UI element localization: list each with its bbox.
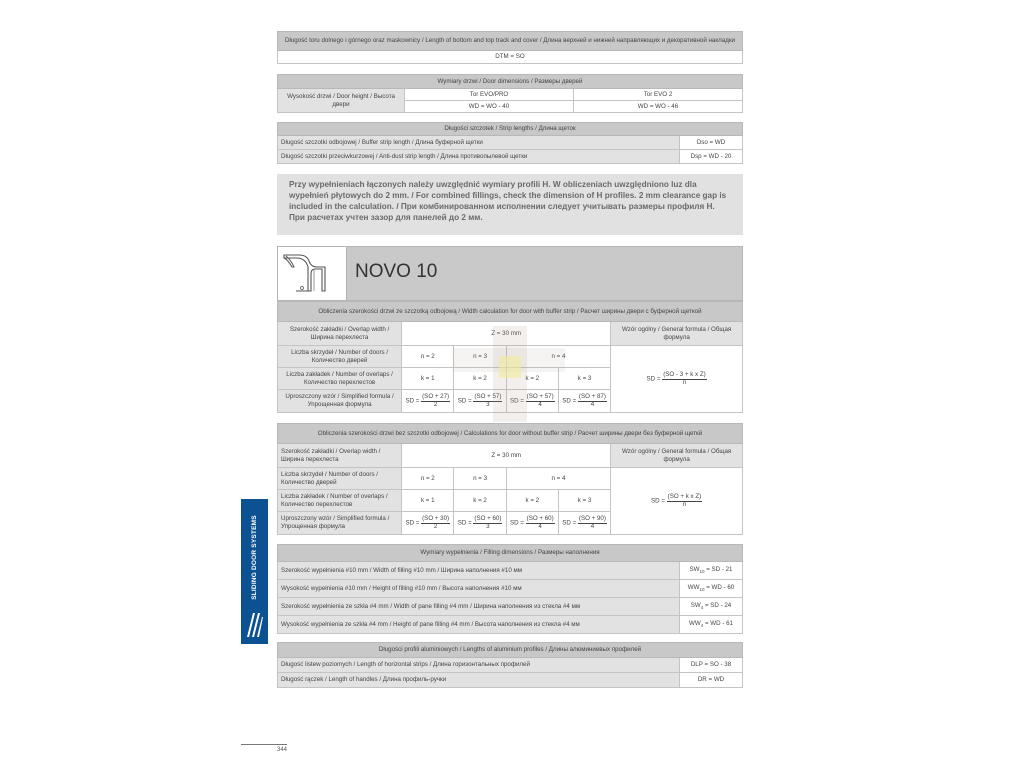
calc2-den-1: 2: [433, 522, 438, 530]
track-length-header: Długość toru dolnego i górnego oraz maskownicy / Length of bottom and top track and cover / Длина верхней и нижней направляющих и декоративной накладки: [278, 32, 743, 51]
calc1-simplified-1: [402, 390, 454, 413]
door-dimensions-table: [277, 74, 743, 113]
calc2-simplified-1: [402, 512, 454, 535]
calc2-doors-label: Liczba skrzydeł / Number of doors / Количество дверей: [278, 468, 402, 490]
filling-row-value: [680, 616, 743, 634]
profiles-row-label: Długość rączek / Length of handles / Длина профиль-ручки: [278, 673, 680, 688]
calc1-num-4: (SO + 87): [578, 393, 606, 400]
calc2-num-1: (SO + 30): [422, 515, 450, 522]
filling-sub: 4: [700, 623, 704, 629]
calc1-simplified-2: [454, 390, 506, 413]
filling-expr: = WD - 61: [703, 620, 733, 628]
calc1-general-sd: SD =: [646, 375, 661, 383]
calc2-overlaps-k1: k = 1: [402, 490, 454, 512]
calc2-general-formula: [611, 468, 743, 535]
calc1-den-4: 4: [590, 400, 595, 408]
calc2-simplified-3: [506, 512, 558, 535]
filling-var: WW: [689, 620, 701, 628]
filling-var: SW: [690, 602, 701, 610]
filling-row-value: [680, 580, 743, 598]
calc2-sd-3: SD =: [509, 519, 524, 527]
door-height-label: Wysokość drzwi / Door height / Высота двери: [278, 89, 405, 113]
side-tab-label: SLIDING DOOR SYSTEMS: [251, 515, 258, 600]
filling-sub: 10: [699, 587, 705, 593]
calc1-overlaps-k1: k = 1: [402, 368, 454, 390]
product-header: [277, 246, 743, 301]
calc2-den-4: 4: [590, 522, 595, 530]
calc2-overlaps-label: Liczba zakładek / Number of overlaps / Количество перехлестов: [278, 490, 402, 512]
calc1-overlap-value: Z = 30 mm: [402, 322, 611, 346]
calc1-simplified-3: [506, 390, 558, 413]
door-height-evo-pro-value: WD = WO - 40: [405, 101, 574, 113]
calc1-sd-4: SD =: [562, 397, 577, 405]
calc2-den-3: 4: [538, 522, 542, 530]
calc1-sd-1: SD =: [405, 397, 420, 405]
profiles-row-label: Długość listew poziomych / Length of horizontal strips / Длина горизонтальных профилей: [278, 658, 680, 673]
track-length-value: DTM = SO: [278, 51, 743, 64]
page-number: 344: [277, 747, 288, 753]
calc1-doors-n3: n = 3: [454, 346, 506, 368]
calc2-overlap-label: Szerokość zakładki / Overlap width / Ширина перехлеста: [278, 444, 402, 468]
calc2-overlaps-k2a: k = 2: [454, 490, 506, 512]
calc2-num-2: (SO + 60): [474, 515, 502, 522]
filling-expr: = SD - 24: [703, 602, 732, 610]
calc1-doors-label: Liczba skrzydeł / Number of doors / Количество дверей: [278, 346, 402, 368]
filling-row-value: [680, 598, 743, 616]
filling-sub: 4: [700, 605, 704, 611]
profiles-header: Długości profili aluminiowych / Lengths of aluminium profiles / Длины алюминиевых профилей: [278, 643, 743, 658]
calc2-doors-n4: n = 4: [506, 468, 611, 490]
calc2-sd-1: SD =: [405, 519, 420, 527]
calc1-sd-2: SD =: [457, 397, 472, 405]
calc1-overlaps-k2b: k = 2: [506, 368, 558, 390]
filling-row-label: Wysokość wypełnienia ze szkła #4 mm / Height of pane filling #4 mm / Высота наполнения из стекла #4 мм: [278, 616, 680, 634]
calc1-sd-3: SD =: [509, 397, 524, 405]
door-dimensions-header: Wymiary drzwi / Door dimensions / Размеры дверей: [278, 75, 743, 89]
calc1-den-1: 2: [433, 400, 438, 408]
calc2-num-4: (SO + 90): [578, 515, 606, 522]
calc1-overlaps-k2a: k = 2: [454, 368, 506, 390]
calc2-general-numerator: (SO + k x Z): [667, 493, 702, 500]
door-track-evo-pro: Tor EVO/PRO: [405, 89, 574, 101]
calc2-simplified-label: Uproszczony wzór / Simplified formula / Упрощенная формула: [278, 512, 402, 535]
calc2-overlaps-k3: k = 3: [558, 490, 610, 512]
calc1-overlaps-label: Liczba zakładek / Number of overlaps / Количество перехлестов: [278, 368, 402, 390]
calc-with-buffer-table: [277, 301, 743, 413]
calc1-doors-n2: n = 2: [402, 346, 454, 368]
calc1-general-formula: [611, 346, 743, 413]
door-track-evo2: Tor EVO 2: [574, 89, 743, 101]
calc1-den-3: 4: [538, 400, 542, 408]
filling-header: Wymiary wypełnienia / Filling dimensions / Размеры наполнения: [278, 545, 743, 562]
filling-var: SW: [689, 566, 700, 574]
calc1-num-1: (SO + 27): [422, 393, 450, 400]
calc1-num-3: (SO + 57): [526, 393, 554, 400]
calc2-doors-n2: n = 2: [402, 468, 454, 490]
filling-row-value: [680, 562, 743, 580]
profiles-row-value: DR = WD: [680, 673, 743, 688]
calc2-general-label: Wzór ogólny / General formula / Общая формула: [611, 444, 743, 468]
calc1-general-denominator: n: [682, 378, 687, 386]
h-profile-section-icon: [278, 247, 347, 300]
calc2-sd-2: SD =: [457, 519, 472, 527]
buffer-strip-label: Długość szczotki odbojowej / Buffer strip length / Длина буферной щетки: [278, 136, 680, 150]
door-panels-icon: [245, 611, 264, 639]
calc2-overlap-value: Z = 30 mm: [402, 444, 611, 468]
calculation-note: Przy wypełnieniach łączonych należy uwzględnić wymiary profili H. W obliczeniach uwzględniono luz dla wypełnień płytowych do 2 mm. / For combined fillings, check the dimension of H profiles. 2 mm clearance gap is included in the calculation. / При комбинированном исполнении следует учитывать размеры профиля H. При расчетах учтен зазор для панелей до 2 мм.: [277, 174, 743, 235]
calc1-general-numerator: (SO - 3 + k x Z): [663, 371, 706, 378]
filling-row-label: Szerokość wypełnienia #10 mm / Width of filling #10 mm / Ширина наполнения #10 мм: [278, 562, 680, 580]
calc2-doors-n3: n = 3: [454, 468, 506, 490]
section-side-tab: [241, 499, 268, 644]
filling-row-label: Szerokość wypełnienia ze szkła #4 mm / Width of pane filling #4 mm / Ширина наполнения из стекла #4 мм: [278, 598, 680, 616]
calc2-simplified-4: [558, 512, 610, 535]
calc1-overlaps-k3: k = 3: [558, 368, 610, 390]
filling-expr: = WD - 60: [704, 584, 735, 592]
calc2-den-2: 3: [486, 522, 490, 530]
calc1-header: Obliczenia szerokości drzwi ze szczotką odbojową / Width calculation for door with buffer strip / Расчет ширины двери с буферной щеткой: [278, 302, 743, 322]
calc1-general-label: Wzór ogólny / General formula / Общая формула: [611, 322, 743, 346]
calc-without-buffer-table: [277, 423, 743, 535]
calc2-general-denominator: n: [682, 500, 687, 508]
calc2-header: Obliczenia szerokości drzwi bez szczotki odbojowej / Calculations for door without buffer strip / Расчет ширины двери без буферной щеткй: [278, 424, 743, 444]
calc1-overlap-label: Szerokość zakładki / Overlap width / Ширина перехлеста: [278, 322, 402, 346]
strip-lengths-table: [277, 122, 743, 164]
calc2-simplified-2: [454, 512, 506, 535]
calc2-num-3: (SO + 60): [526, 515, 554, 522]
product-title: NOVO 10: [355, 261, 438, 282]
calc1-simplified-4: [558, 390, 610, 413]
strip-lengths-header: Długości szczotek / Strip lengths / Длина щеток: [278, 123, 743, 136]
filling-expr: = SD - 21: [704, 566, 733, 574]
calc1-num-2: (SO + 57): [474, 393, 502, 400]
anti-dust-strip-value: Dsp = WD - 20: [680, 150, 743, 164]
calc2-overlaps-k2b: k = 2: [506, 490, 558, 512]
filling-sub: 10: [699, 569, 705, 575]
buffer-strip-value: Dso = WD: [680, 136, 743, 150]
footer-line: [241, 744, 287, 745]
calc1-doors-n4: n = 4: [506, 346, 611, 368]
anti-dust-strip-label: Długość szczotki przeciwkurzowej / Anti-dust strip length / Длина противопылевой щетки: [278, 150, 680, 164]
profile-lengths-table: [277, 642, 743, 688]
calc1-den-2: 3: [486, 400, 490, 408]
calc2-general-sd: SD =: [651, 497, 665, 505]
profiles-row-value: DLP = SO - 38: [680, 658, 743, 673]
filling-row-label: Wysokość wypełnienia #10 mm / Height of filling #10 mm / Высота наполнения #10 мм: [278, 580, 680, 598]
calc2-sd-4: SD =: [562, 519, 577, 527]
calc1-simplified-label: Uproszczony wzór / Simplified formula / Упрощенная формула: [278, 390, 402, 413]
filling-var: WW: [687, 584, 700, 592]
track-length-table: [277, 31, 743, 64]
door-height-evo2-value: WD = WO - 46: [574, 101, 743, 113]
filling-dimensions-table: [277, 544, 743, 634]
